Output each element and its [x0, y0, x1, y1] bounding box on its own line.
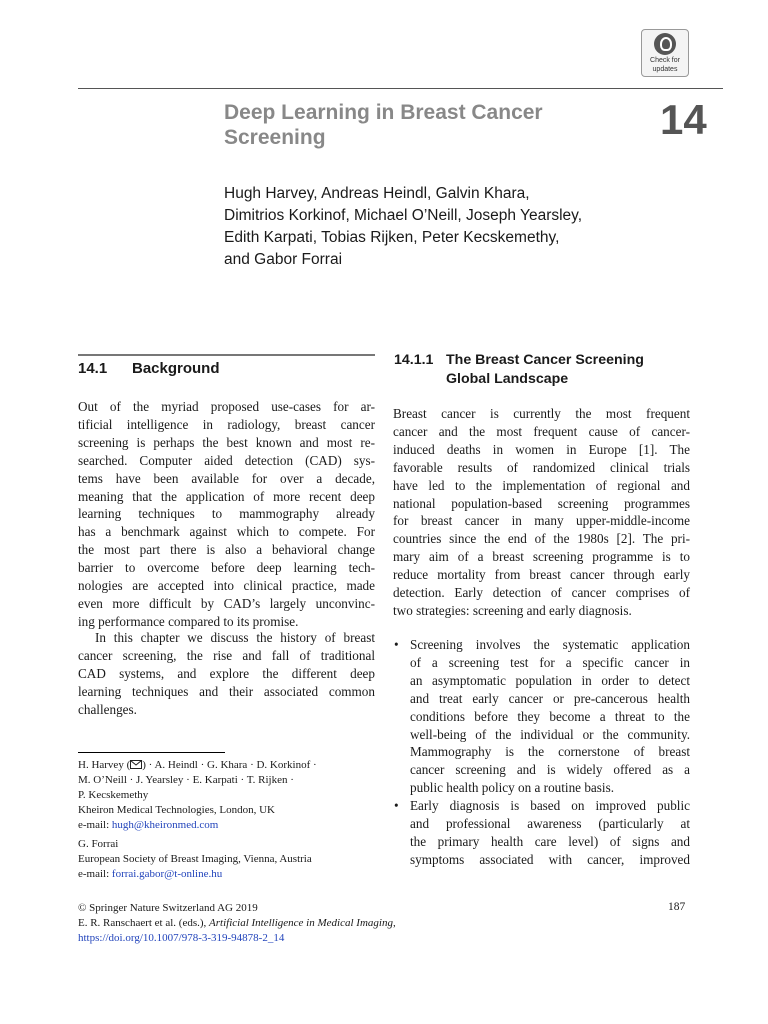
text-line: has a benchmark against which to compete. For — [78, 524, 375, 540]
list-item — [393, 636, 690, 797]
text-line: Mammography is the cornerstone of breast — [410, 744, 690, 760]
text-line: learning techniques to mammography already — [78, 506, 375, 522]
text-line: reduce mortality from breast cancer through early — [393, 567, 690, 583]
text-line: the most part there is also a behavioral change — [78, 542, 375, 558]
text-line: barrier to overcome before deep learning tech- — [78, 560, 375, 576]
author-line: Hugh Harvey, Andreas Heindl, Galvin Khara, — [224, 185, 530, 202]
text-line: Breast cancer is currently the most frequent — [393, 406, 690, 421]
text-line: cancer screening and is widely offered as a — [410, 762, 690, 778]
footnote-text: G. Forrai — [78, 838, 119, 850]
author-affiliation-1 — [78, 758, 317, 833]
footnote-text: M. O’Neill · J. Yearsley · E. Karpati · T. Rijken · — [78, 774, 294, 786]
background-paragraph-1 — [78, 398, 375, 631]
text-line: nologies are accepted into clinical practice, made — [78, 578, 375, 594]
envelope-icon — [130, 760, 142, 769]
bookmark-icon — [654, 33, 676, 55]
text-line: national population-based screening programmes — [393, 495, 690, 511]
page-footer — [78, 901, 690, 946]
text-line: have led to the implementation of regional and — [393, 477, 690, 493]
bullet-list — [393, 636, 690, 869]
subsection-title: The Breast Cancer Screening — [446, 352, 644, 368]
text-line: meaning that the application of more recent deep — [78, 488, 375, 504]
book-title: Artificial Intelligence in Medical Imaging — [209, 917, 393, 929]
text-line: challenges. — [78, 701, 137, 717]
doi-link[interactable]: https://doi.org/10.1007/978-3-319-94878-2_14 — [78, 932, 285, 944]
footnote-text: European Society of Breast Imaging, Vienna, Austria — [78, 853, 312, 865]
text-line: and professional awareness (particularly at — [410, 816, 690, 832]
footnote-rule — [78, 752, 225, 753]
text-line: ing performance compared to its promise. — [78, 613, 299, 629]
header-rule — [78, 88, 723, 89]
email-link[interactable]: hugh@kheironmed.com — [111, 819, 219, 831]
list-item — [393, 797, 690, 869]
text-line: favorable results of randomized clinical trials — [393, 459, 690, 475]
footnote-text: Kheiron Medical Technologies, London, UK — [78, 804, 275, 816]
chapter-title-line: Screening — [224, 126, 326, 149]
citation-punct: , — [392, 917, 396, 929]
text-line: symptoms associated with cancer, improved — [410, 851, 690, 867]
text-line: public health policy on a routine basis. — [410, 780, 614, 796]
section-number: 14.1 — [78, 360, 108, 377]
author-line: Dimitrios Korkinof, Michael O’Neill, Joseph Yearsley, — [224, 207, 583, 224]
author-line: and Gabor Forrai — [224, 251, 343, 268]
text-line: mary aim of a breast screening programme is to — [393, 549, 690, 565]
background-paragraph-2 — [78, 629, 375, 719]
text-line: of a screening test for a specific cancer in — [410, 654, 690, 670]
text-line: Screening involves the systematic application — [410, 637, 690, 652]
text-line: even more difficult by CAD’s largely unconvinc- — [78, 595, 375, 611]
section-rule — [78, 354, 375, 356]
email-label: e-mail: — [78, 819, 112, 831]
citation — [78, 916, 690, 931]
text-line: an asymptomatic population in order to detect — [410, 672, 690, 688]
check-for-updates-badge[interactable] — [641, 29, 689, 77]
text-line: induced deaths in women in Europe [1]. The — [393, 441, 690, 457]
author-list — [224, 183, 654, 271]
citation-editors: E. R. Ranschaert et al. (eds.), — [78, 917, 210, 929]
text-line: screening is perhaps the best known and most re- — [78, 434, 375, 450]
text-line: searched. Computer aided detection (CAD) sys- — [78, 452, 375, 468]
text-line: cancer and the most frequent cause of cancer- — [393, 423, 690, 439]
footnote-text: H. Harvey ( — [78, 759, 131, 771]
page-number: 187 — [668, 901, 686, 913]
chapter-title-line: Deep Learning in Breast Cancer — [224, 101, 543, 124]
section-heading — [78, 360, 220, 377]
text-line: CAD systems, and explore the different deep — [78, 665, 375, 681]
text-line: two strategies: screening and early diagnosis. — [393, 602, 632, 618]
bullet-marker: • — [394, 637, 399, 652]
text-line: tificial intelligence in radiology, breast cancer — [78, 416, 375, 432]
footnote-text: P. Kecskemethy — [78, 789, 149, 801]
section-title: Background — [132, 360, 220, 377]
badge-label-2: updates — [652, 66, 678, 73]
text-line: tems have been available for over a decade, — [78, 470, 375, 486]
subsection-heading — [394, 351, 694, 389]
landscape-paragraph — [393, 405, 690, 620]
chapter-title — [224, 100, 614, 150]
subsection-title-cont: Global Landscape — [446, 371, 569, 387]
text-line: learning techniques and their associated common — [78, 683, 375, 699]
author-line: Edith Karpati, Tobias Rijken, Peter Kecskemethy, — [224, 229, 560, 246]
bullet-marker: • — [394, 798, 399, 814]
text-line: cancer screening, the rise and fall of traditional — [78, 647, 375, 663]
footnote-text: ) · A. Heindl · G. Khara · D. Korkinof · — [142, 759, 317, 771]
text-line: Early diagnosis is based on improved public — [410, 798, 690, 814]
copyright: © Springer Nature Switzerland AG 2019 — [78, 902, 258, 914]
text-line: well-being of the individual or the community. — [410, 726, 690, 742]
author-affiliation-2 — [78, 837, 312, 882]
email-link[interactable]: forrai.gabor@t-online.hu — [111, 868, 223, 880]
text-line: Out of the myriad proposed use-cases for ar- — [78, 399, 375, 414]
text-line: detection. Early detection of cancer comprises of — [393, 585, 690, 601]
email-label: e-mail: — [78, 868, 112, 880]
text-line: In this chapter we discuss the history of breast — [95, 630, 375, 645]
badge-label-1: Check for — [650, 57, 680, 64]
text-line: and treat early cancer or pre-cancerous health — [410, 690, 690, 706]
chapter-number: 14 — [660, 96, 707, 143]
text-line: the primary health care level) of signs and — [410, 833, 690, 849]
text-line: conditions before they become a threat to the — [410, 708, 690, 724]
text-line: for breast cancer in many upper-middle-income — [393, 513, 690, 529]
text-line: countries since the end of the 1980s [2]. The pri- — [393, 531, 690, 547]
subsection-number: 14.1.1 — [394, 352, 434, 368]
